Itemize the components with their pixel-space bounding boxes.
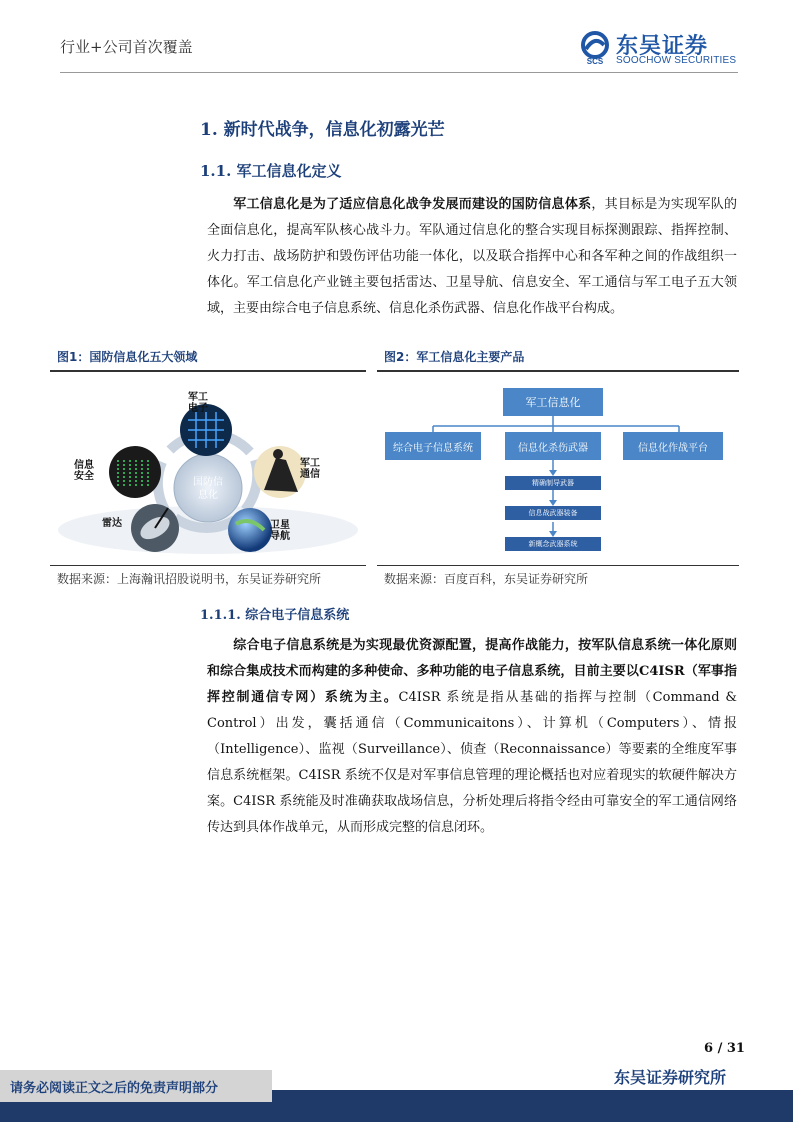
- branch-node-weapons: 信息化杀伤武器: [505, 432, 601, 460]
- subsection-title: 1.1. 军工信息化定义: [200, 162, 342, 180]
- sub-node-precision-guided: 精确制导武器: [505, 476, 601, 490]
- company-logo: [578, 29, 738, 69]
- report-category: 行业+公司首次覆盖: [60, 38, 193, 56]
- figure2-top-rule: [377, 370, 739, 372]
- header-divider: [60, 72, 738, 73]
- logo-text-cn: 东吴证券: [616, 34, 709, 59]
- sub-node-new-concept-weapons: 新概念武器系统: [505, 537, 601, 551]
- definition-bold-text: 军工信息化是为了适应信息化战争发展而建设的国防信息体系: [233, 197, 592, 212]
- footer-organization: 东吴证券研究所: [614, 1068, 727, 1087]
- figure1-diagram: [50, 380, 366, 560]
- c4isr-body-text: C4ISR 系统是指从基础的指挥与控制（Command & Control）出发，囊括通信（Communicaitons）、计算机（Computers）、情报（Intelligence）、监视（Surveillance）、侦查（Reconnaissance）等要素的全维度军事信息系统框架。C4ISR 系统不仅是对军事信息管理的理论概括也对应着现实的软硬件解决方案。C4ISR 系统能及时准确获取战场信息，分析处理后将指令经由可靠安全的军工通信网络传达到具体作战单元，从而形成完整的信息闭环。: [207, 690, 737, 835]
- c4isr-bold-text: 综合电子信息系统是为实现最优资源配置，提高作战能力，按军队信息系统一体化原则和综合集成技术而构建的多种使命、多种功能的电子信息系统，目前主要以C4ISR（军事指挥控制通信专网）系统为主。: [207, 638, 737, 705]
- section-title: 1. 新时代战争，信息化初露光芒: [200, 120, 445, 140]
- label-satellite-navigation: 卫星导航: [270, 520, 290, 542]
- disclaimer-text: 请务必阅读正文之后的免责声明部分: [10, 1081, 219, 1096]
- figure1-title: 图1：国防信息化五大领域: [57, 350, 198, 364]
- subsubsection-title: 1.1.1. 综合电子信息系统: [200, 608, 350, 623]
- center-label: 国防信息化: [193, 477, 223, 501]
- figure2-diagram: [377, 378, 739, 562]
- page-number: 6 / 31: [704, 1041, 745, 1056]
- figure2-bottom-rule: [377, 565, 739, 566]
- figure2-title: 图2：军工信息化主要产品: [384, 350, 525, 364]
- figure1-bottom-rule: [50, 565, 366, 566]
- label-information-security: 信息安全: [74, 460, 94, 482]
- disclaimer-note: [0, 1070, 272, 1102]
- root-node: 军工信息化: [503, 388, 603, 416]
- svg-text:SCS: SCS: [586, 57, 604, 65]
- figure1-top-rule: [50, 370, 366, 372]
- label-military-communication: 军工通信: [300, 458, 320, 480]
- sub-node-infowar-equipment: 信息战武器装备: [505, 506, 601, 520]
- branch-node-electronic-system: 综合电子信息系统: [385, 432, 481, 460]
- soochow-logo-icon: [578, 31, 612, 65]
- figure2-source: 数据来源：百度百科，东吴证券研究所: [384, 572, 589, 586]
- figure1-source: 数据来源：上海瀚讯招股说明书，东吴证券研究所: [57, 572, 322, 586]
- radar-icon: [131, 504, 179, 552]
- definition-body-text: ，其目标是为实现军队的全面信息化，提高军队核心战斗力。军队通过信息化的整合实现目标探测跟踪、指挥控制、火力打击、战场防护和毁伤评估功能一体化，以及联合指挥中心和各军种之间的作战组织一体化。军工信息化产业链主要包括雷达、卫星导航、信息安全、军工通信与军工电子五大领域，主要由综合电子信息系统、信息化杀伤武器、信息化作战平台构成。: [207, 197, 737, 316]
- definition-paragraph: [207, 192, 737, 322]
- logo-text-en: SOOCHOW SECURITIES: [616, 55, 737, 66]
- label-military-electronics: 军工电子: [188, 392, 208, 414]
- satellite-navigation-icon: [228, 508, 272, 552]
- c4isr-paragraph: [207, 633, 737, 841]
- information-security-icon: [109, 446, 161, 498]
- branch-node-platforms: 信息化作战平台: [623, 432, 723, 460]
- label-radar: 雷达: [102, 518, 122, 529]
